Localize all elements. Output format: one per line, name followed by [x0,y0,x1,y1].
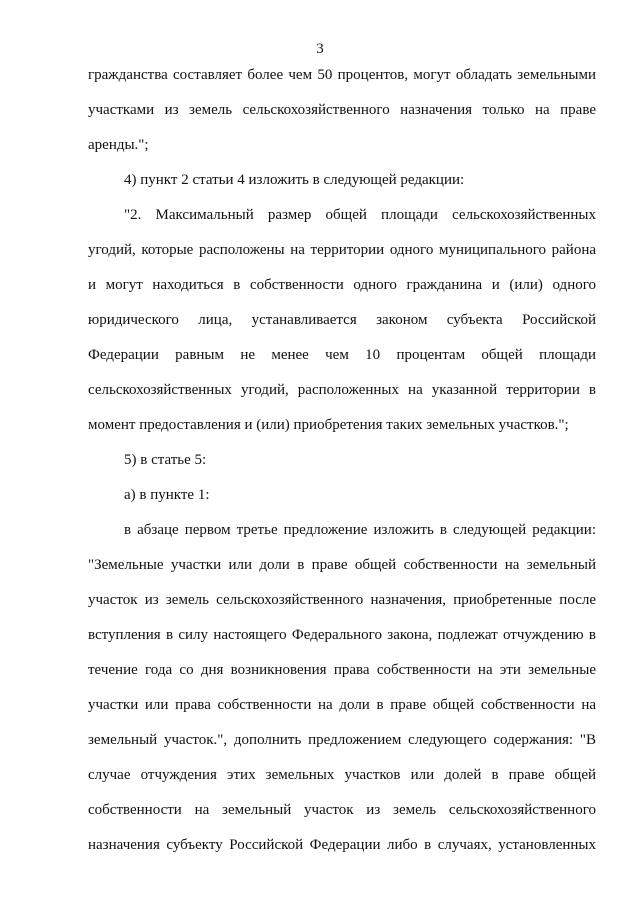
text-line: аренды."; [88,137,149,153]
text-line: "2. Максимальный размер общей площади сельскохозяйственных [124,207,596,223]
text-line: сельскохозяйственных угодий, расположенных на указанной территории в [88,382,596,398]
text-line: участок из земель сельскохозяйственного назначения, приобретенные после [88,592,596,608]
text-line: гражданства составляет более чем 50 процентов, могут обладать земельными [88,67,596,83]
text-line: юридического лица, устанавливается законом субъекта Российской [88,312,596,328]
text-line: а) в пункте 1: [124,487,210,503]
text-line: участками из земель сельскохозяйственного назначения только на праве [88,102,596,118]
text-line: случае отчуждения этих земельных участков или долей в праве общей [88,767,596,783]
text-line: и могут находиться в собственности одного гражданина и (или) одного [88,277,596,293]
text-line: собственности на земельный участок из земель сельскохозяйственного [88,802,596,818]
text-line: назначения субъекту Российской Федерации либо в случаях, установленных [88,837,596,853]
text-line: в абзаце первом третье предложение изложить в следующей редакции: [124,522,596,538]
text-line: момент предоставления и (или) приобретения таких земельных участков."; [88,417,569,433]
text-line: земельный участок.", дополнить предложением следующего содержания: "В [88,732,596,748]
text-line: 5) в статье 5: [124,452,207,468]
page-number: 3 [316,41,324,57]
text-line: "Земельные участки или доли в праве общей собственности на земельный [88,557,596,573]
text-line: вступления в силу настоящего Федерального закона, подлежат отчуждению в [88,627,596,643]
text-line: течение года со дня возникновения права собственности на эти земельные [88,662,596,678]
text-line: участки или права собственности на доли в праве общей собственности на [88,697,596,713]
text-line: 4) пункт 2 статьи 4 изложить в следующей редакции: [124,172,465,188]
text-line: Федерации равным не менее чем 10 процентам общей площади [88,347,596,363]
text-line: угодий, которые расположены на территории одного муниципального района [88,242,596,258]
